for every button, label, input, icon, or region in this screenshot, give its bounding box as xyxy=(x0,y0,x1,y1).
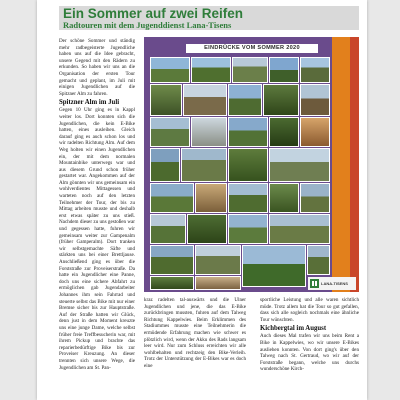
text-column-right xyxy=(260,297,359,400)
section-heading: Kichbergtal im August xyxy=(260,325,327,333)
magazine-page xyxy=(37,0,367,400)
logo-label: LANA-TISENS xyxy=(321,281,348,286)
collage-photo xyxy=(150,148,180,182)
collage-photo xyxy=(269,57,299,83)
red-stripe xyxy=(350,37,359,292)
collage-photo xyxy=(269,214,330,244)
collage-photo xyxy=(150,57,190,83)
collage-photo xyxy=(150,245,194,275)
collage-photo xyxy=(150,84,182,116)
body-paragraph: Der schöne Sommer und ständig mehr radbegeisterte Jugendliche haben uns auf die Idee gebracht, unsere Gegend mit den Rädern zu erkunden. So haben wir uns an die Organisation der ersten Tour gemacht und geplant, im Juli mit einigen Jugendlichen auf die Spitzner Alm zu fahren. xyxy=(59,38,135,97)
body-paragraph: Gegen 10 Uhr ging es in Kappl weiter los. Dort konnten sich die Jugendlichen, die kein E-Bike hatten, eines ausleihen. Gleich darauf ging es auch schon los und wir radelten Richtung Alm. Auf dem Weg holten wir einen Jugendlichen ein, der mit dem normalen Mountainbike unterwegs war und aus diesem Grund schon früher gestartet war. Angekommen auf der Alm gönnten wir uns gemeinsam ein wohlverdientes Mittagessen und warteten noch auf den letzten Teilnehmer der Tour, der bis zu Mittag arbeiten musste und deshalb erst etwas später zu uns stieß. Nachdem dieser zu uns gestoßen war und gegessen hatte, fuhren wir gemeinsam weiter zur Gampenalm (früher Gamperalm). Dort tranken wir selbstgemachte Säfte und stärkten uns bei einer Brettljause. Anschließend ging es über die Forststraße zur Proveiserstraße. Da hatte ein Jugendlicher eine Panne, doch uns eine sichere Abfahrt zu ermöglichen gab Jugendarbeiter Johannes ihm sein Fahrrad und steuerte selbst das Bike mit nur einer Bremse sicher bis zur Hauptstraße. Auf der Straße hatten wir Glück, denn just in dem Moment kreuzte uns eine junge Dame, welche selbst früher freie Treffbesucherin war, mit ihrem Pickup und brachte das reparierbedürftige Bike bis zur Proveiser Kreuzung. An dieser trennten sich unsere Wege, die Jugendlichen am St. Pan- xyxy=(59,107,135,371)
collage-photo xyxy=(269,148,330,182)
collage-photo xyxy=(232,57,268,83)
collage-photo xyxy=(228,214,268,244)
collage-photo xyxy=(195,183,227,213)
article-title: Ein Sommer auf zwei Reifen xyxy=(63,6,244,21)
section-heading: Spitzner Alm im Juli xyxy=(59,99,120,107)
collage-photo xyxy=(228,148,268,182)
collage-photo xyxy=(150,117,190,147)
text-column-middle xyxy=(144,297,246,400)
collage-photo xyxy=(269,117,299,147)
collage-photo xyxy=(150,276,194,290)
collage-photo xyxy=(242,245,306,287)
body-paragraph: kraz radelten tal-auswärts und die Ulner Jugendlichen und jene, die das E-Bike zurückbringen mussten, fuhren auf dem Talweg Richtung Kappelwies. Beim Erklimmen des Stadiummes musste eine Teilnehmerin die ermüdende Erfahrung machen wie schwer es plötzlich wird, wenn der Akku des Rads langsam leer wird. Nur zum Schluss erreichten wir alle wohlbehalten und rechtzeig den Bike-Verleih. Trotz der Unterstützung der E-Bikes war es doch eine xyxy=(144,297,246,369)
photo-collage xyxy=(144,37,359,292)
collage-photo xyxy=(150,214,186,244)
article-subtitle: Radtouren mit dem Jugenddienst Lana-Tisens xyxy=(63,20,232,30)
collage-photo xyxy=(195,276,241,290)
collage-photo xyxy=(228,84,262,116)
collage-photo xyxy=(187,214,227,244)
collage-photo xyxy=(300,183,330,213)
collage-photo xyxy=(191,57,231,83)
collage-photo xyxy=(300,84,330,116)
collage-photo xyxy=(228,183,268,213)
collage-photo xyxy=(269,183,299,213)
collage-photo xyxy=(191,117,227,147)
body-paragraph: sportliche Leistung und alle waren sichtlich müde. Trotz allem hat die Tour so gut gefallen, dass sich alle sogleich nochmals eine ähnliche Tour wünschten. xyxy=(260,297,359,323)
jugenddienst-logo xyxy=(308,277,356,290)
collage-photo xyxy=(300,117,330,147)
text-column-left xyxy=(59,38,135,400)
collage-photo xyxy=(183,84,227,116)
collage-photo xyxy=(228,117,268,147)
collage-banner: EINDRÜCKE VOM SOMMER 2020 xyxy=(186,44,318,53)
collage-photo xyxy=(263,84,299,116)
collage-photo xyxy=(195,245,241,275)
jd-logo-icon xyxy=(310,279,319,288)
collage-photo xyxy=(181,148,227,182)
body-paragraph: Auch dieses Mal trafen wir uns beim Rent a Bike in Kappelwies, wo wir unsere E-Bikes ausliehen konnten. Von dort ging's über den Talweg nach St. Gertraud, wo wir auf der Forststraße begann, welche uns durchs wunderschöne Kirch- xyxy=(260,333,359,373)
collage-photo xyxy=(150,183,194,213)
collage-photo xyxy=(307,245,330,275)
collage-photo xyxy=(300,57,330,83)
